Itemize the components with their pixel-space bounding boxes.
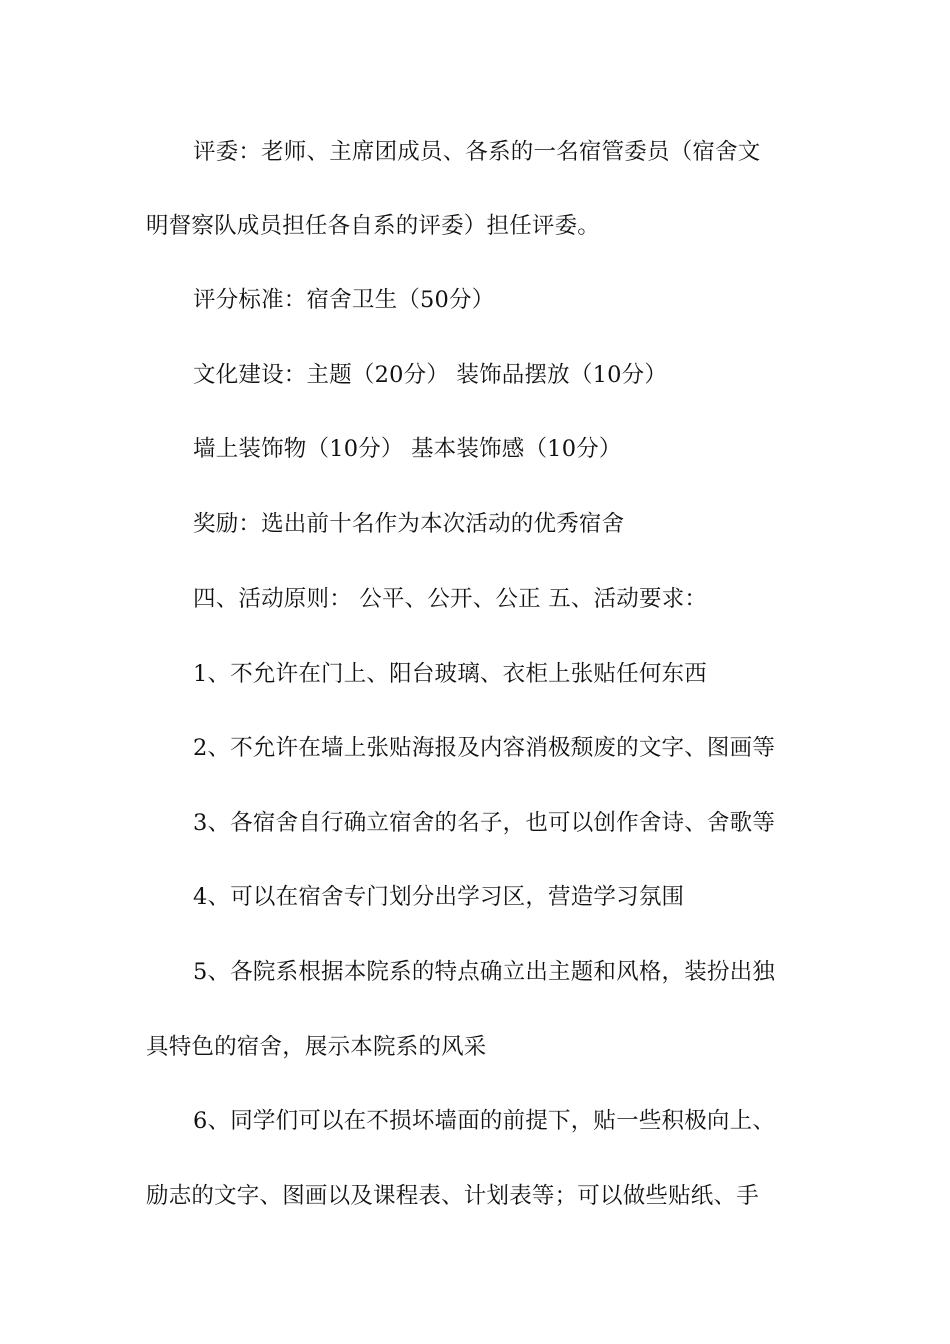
requirement-item-2: 2、不允许在墙上张贴海报及内容消极颓废的文字、图画等 (193, 735, 776, 761)
culture-building-criteria: 文化建设：主题（20分） 装饰品摆放（10分） (193, 362, 668, 388)
requirement-item-6-line-2: 励志的文字、图画以及课程表、计划表等；可以做些贴纸、手 (146, 1183, 759, 1209)
requirement-item-3: 3、各宿舍自行确立宿舍的名子，也可以创作舍诗、舍歌等 (193, 810, 776, 836)
requirement-item-5-line-1: 5、各院系根据本院系的特点确立出主题和风格，装扮出独 (193, 959, 776, 985)
requirement-item-6-line-1: 6、同学们可以在不损坏墙面的前提下，贴一些积极向上、 (193, 1108, 776, 1134)
requirement-item-1: 1、不允许在门上、阳台玻璃、衣柜上张贴任何东西 (193, 661, 707, 687)
section-principles-requirements: 四、活动原则： 公平、公开、公正 五、活动要求： (193, 586, 708, 612)
paragraph-judges-line-1: 评委：老师、主席团成员、各系的一名宿管委员（宿舍文 (193, 139, 761, 165)
requirement-item-5-line-2: 具特色的宿舍，展示本院系的风采 (146, 1034, 487, 1060)
paragraph-judges-line-2: 明督察队成员担任各自系的评委）担任评委。 (146, 213, 601, 239)
requirement-item-4: 4、可以在宿舍专门划分出学习区，营造学习氛围 (193, 884, 685, 910)
reward-text: 奖励：选出前十名作为本次活动的优秀宿舍 (193, 511, 625, 537)
scoring-criteria: 评分标准：宿舍卫生（50分） (193, 287, 495, 313)
decoration-criteria: 墙上装饰物（10分） 基本装饰感（10分） (193, 436, 622, 462)
